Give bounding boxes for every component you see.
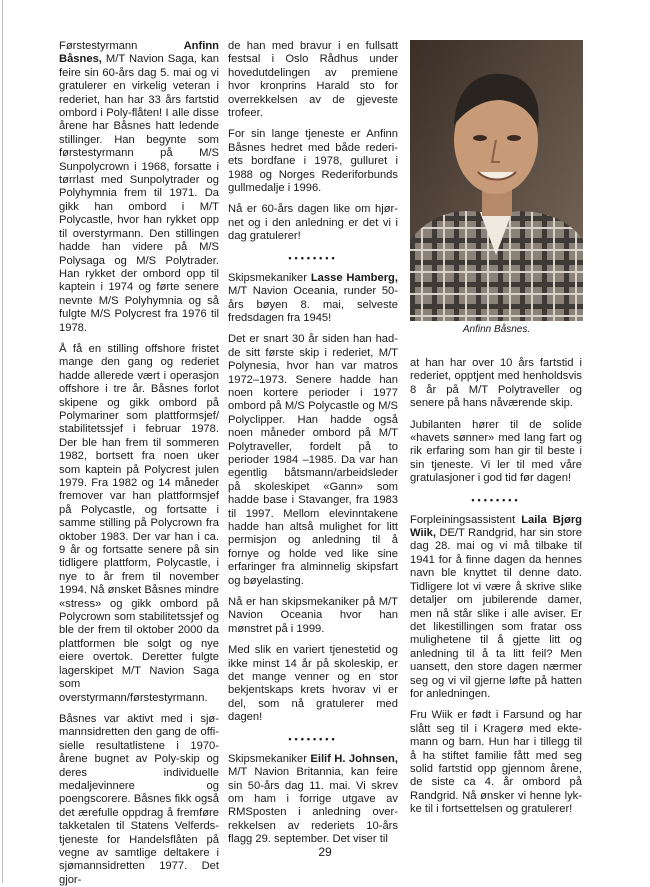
paragraph-text: Førstestyrmann: [59, 40, 184, 52]
paragraph-text: Skipsmekaniker: [228, 752, 311, 765]
paragraph: [228, 272, 398, 326]
paragraph: Med slik en variert tjenestetid og ikke minst 14 år på skoleskip, er det mange venner og en stor bekjentskaps krets hvorav vi er del, som nå gratulerer med dagen!: [228, 644, 398, 724]
paragraph-text: M/T Navion Britannia, kan feire sin 50-års dag 11. mai. Vi skrev om ham i forrige utgave av RMSposten i anledning overrekkelsen av rederiets 10-års flagg 29. september. Det viser til: [228, 766, 398, 846]
paragraph-text: Forpleiningsassistent: [410, 513, 522, 526]
paragraph: [410, 514, 582, 702]
paragraph-text: Skipsmekaniker: [228, 271, 311, 284]
portrait-photo: [410, 40, 583, 321]
paragraph: Det er snart 30 år siden han hadde sitt første skip i rederiet, M/T Polynesia, hvor han var matros 1972–1973. Senere hadde han noen kortere perioder i 1977 ombord på M/S Polycastle og M/S Polyclipper. Han hadde også noen måneder ombord på M/T Polytraveller, fordelt på to perioder 1984 –1985. Da var han egentlig båtsmann/arbeidsleder på skoleskipet «Gann» som hadde base i Stavanger, fra 1983 til 1997. Mellom elevinntakene hadde han altså mulighet for litt permisjon og anledning til å fornye og holde ved like sine erfaringer fra alminnelig skipsfart og bøyelasting.: [228, 333, 398, 587]
person-name: Lasse Hamberg,: [310, 271, 399, 284]
article-column-2: [228, 40, 399, 846]
person-name: Eilif H. Johnsen,: [310, 752, 398, 765]
paragraph: [228, 753, 398, 847]
portrait-illustration: [410, 40, 583, 321]
paragraph-text: DE/T Randgrid, har sin store dag 28. mai og vi må tilbake til 1941 for å finne dagen da hennes navn ble knyttet til denne dato. Tidligere lot vi være å skrive slike detaljer om jubilerende damer, men nå står slike i alle aviser. Er det likestillingen som fratar oss mulighetene til å gjette litt og anledning til å ta litt feil? Men uansett, den store dagen nærmer seg og vi vil gjerne løfte på hatten for anledningen.: [410, 527, 582, 700]
article-column-3: [410, 357, 582, 827]
paragraph: de han med bravur i en fullsatt festsal i Oslo Rådhus under hovedutdelingen av premiene hvor kronprins Harald sto for overrekkelsen av de gjeveste trofeer.: [228, 40, 398, 120]
paragraph: Nå er han skipsmekaniker på M/T Navion Oceania hvor han mønstret på i 1999.: [228, 596, 398, 635]
paragraph-text: M/T Navion Oceania, runder 50-års bøyen 8. mai, selveste fredsdagen fra 1945!: [228, 285, 398, 324]
paragraph: Nå er 60-års dagen like om hjørnet og i den anledning er det vi i dag gratulerer!: [228, 203, 398, 243]
paragraph: Å få en stilling offshore fristet mange den gang og rederiet hadde allerede vært i operasjon offshore i tre år. Båsnes forlot skipene og gikk ombord på Polymariner som plattformsjef/ stabilitetssjef i februar 1978. Der ble han frem til sommeren 1982, bortsett fra noen uker som kaptein på Polycrest julen 1979. Fra 1982 og 14 måneder fremover var han plattformsjef på Polycastle, og fortsatte i samme stilling på Polycrown fra oktober 1983. Der var han i ca. 9 år og fortsatte senere på sin tidligere plattform, Polycastle, i nye to år frem til november 1994. Nå ønsket Båsnes mindre «stress» og gikk ombord på Polycrown som stabilitetssjef og ble der frem til oktober 2000 da plattformen ble solgt og nye eiere overtok. Deretter fulgte lagerskipet M/T Navion Saga som overstyrmann/førstestyrmann.: [59, 342, 219, 704]
section-separator: ••••••••: [288, 252, 338, 263]
paragraph: Jubilanten hører til de solide «havets sønner» med lang fart og rik erfaring som han gir til beste i sin tjeneste. Vi ler til med våre gratulasjoner i god tid før dagen!: [410, 418, 582, 485]
photo-caption: Anfinn Båsnes.: [462, 324, 531, 335]
article-column-1: [59, 40, 219, 886]
paragraph: [59, 40, 219, 335]
person-name: Laila Bjørg Wiik,: [410, 513, 583, 540]
paragraph: Fru Wiik er født i Farsund og har slått seg til i Kragerø med ektemann og barn. Hun har i tillegg til å ha stiftet familie fått med seg solid fartstid opp gjennom årene, de siste ca 4. år ombord på Randgrid. Nå ønsker vi henne lykke til i fortsettelsen og gratulerer!: [410, 709, 582, 816]
person-name: Anfinn Båsnes,: [59, 40, 219, 66]
section-separator: ••••••••: [288, 733, 338, 744]
page-number: 29: [318, 845, 332, 859]
paragraph: at han har over 10 års fartstid i rederiet, opptjent med henholdsvis 8 år på M/T Polytraveller og senere på hans nåværende skip.: [410, 357, 582, 410]
paragraph: For sin lange tjeneste er Anfinn Båsnes hedret med både rederiets bordfane i 1978, gulluret i 1988 og Norges Rederiforbunds gullmedalje i 1996.: [228, 128, 398, 195]
paragraph-text: M/T Navion Saga, kan feire sin 60-års dag 5. mai og vi gratulerer en virkelig veteran i rederiet, han har 33 års fartstid ombord i Poly-flåten! I alle disse årene har Båsnes hatt ledende stillinger. Han begynte som førstestyrmann på M/S Sunpolycrown i 1968, forsatte i tørrlast med Sunpolytrader og Polyhymnia frem til 1971. Da gikk han ombord i M/T Polycastle, hvor han rykket opp til overstyrmann. Den stillingen hadde han videre på M/S Polysaga og M/S Polytrader. Han rykket der ombord opp til kaptein i 1974 og førte senere nevnte M/S Polyhymnia og så fulgte M/S Polycrest fra 1976 til 1978.: [59, 53, 219, 334]
section-separator: ••••••••: [471, 494, 521, 505]
paragraph: Båsnes var aktivt med i sjømannsidretten den gang de offisielle resultatlistene i 1970-årene bugnet av Poly-skip og deres individuelle medaljevinnere og poengscorere. Båsnes fikk også det ærefulle oppdrag å fremføre takketalen til Statens Velferdstjeneste for Handelsflåten på vegne av samtlige deltakere i sjømannsidretten 1977. Det gjor-: [59, 712, 219, 886]
page-edge-left: [2, 0, 3, 883]
